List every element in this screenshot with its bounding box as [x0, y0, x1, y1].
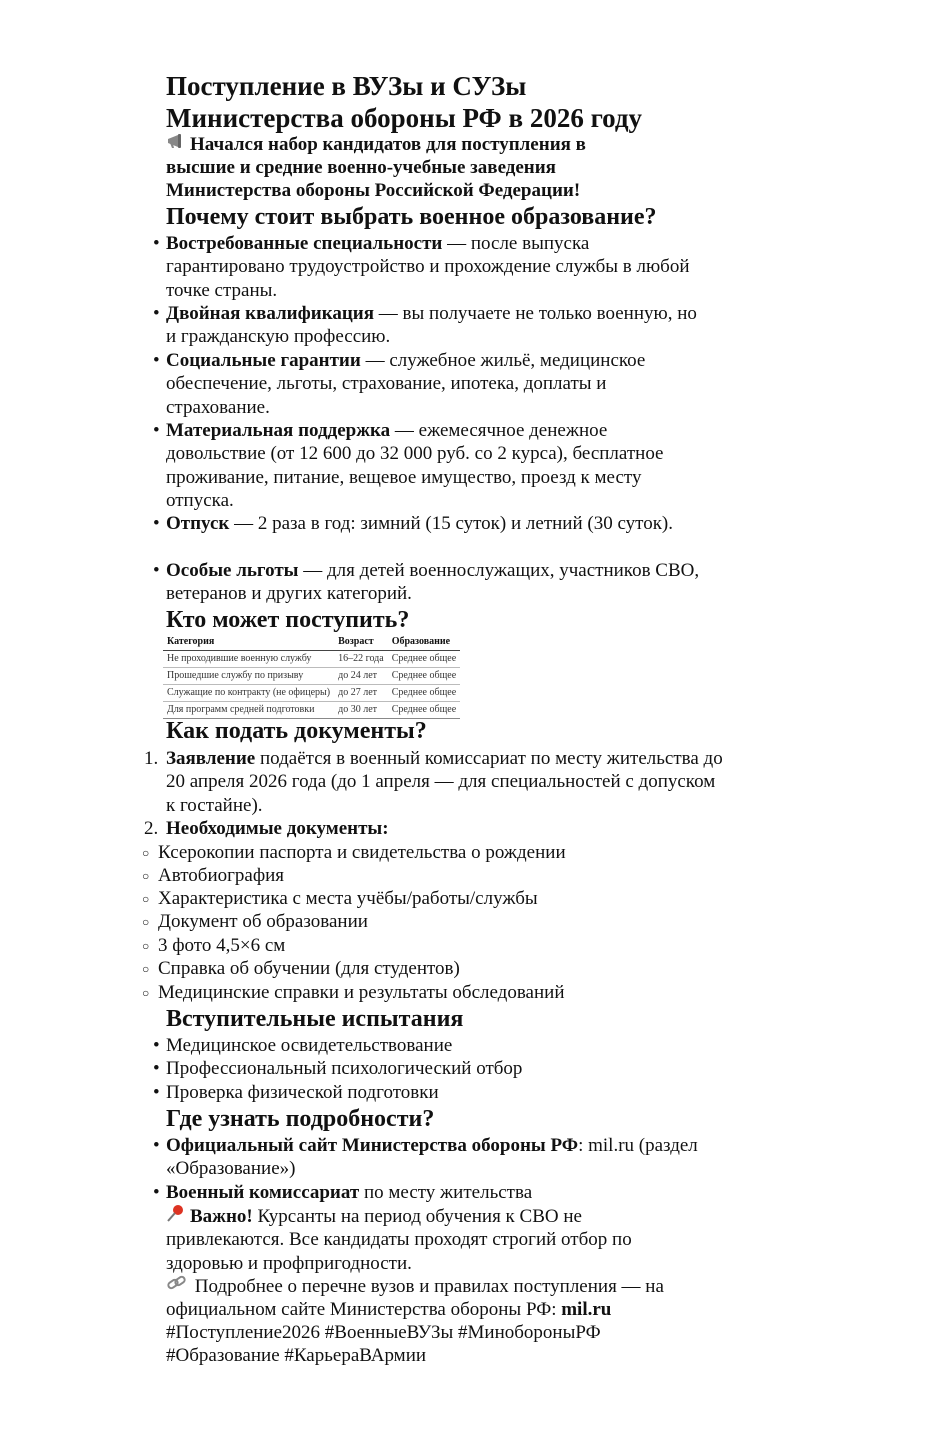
step-2-bold: Необходимые документы: — [166, 818, 389, 839]
exam-item: • Проверка физической подготовки — [153, 1082, 439, 1103]
step-number: 2. — [144, 818, 159, 839]
why-item-5-text: — 2 раза в год: зимний (15 суток) и летний (30 суток). — [229, 513, 674, 534]
info-item-1-bold: Официальный сайт Министерства обороны РФ — [166, 1135, 579, 1156]
why-heading: Почему стоит выбрать военное образование? — [166, 204, 657, 230]
table-cell: Среднее общее — [388, 668, 460, 685]
why-item-3-text: — служебное жильё, медицинское обеспечение, льготы, страхование, ипотека, доплаты и страхование. — [166, 350, 646, 418]
doc-item-text: Автобиография — [158, 865, 285, 886]
why-item-5-bold: Отпуск — [166, 513, 230, 534]
how-heading: Как подать документы? — [166, 718, 427, 744]
why-item-6-bold: Особые льготы — [166, 560, 299, 581]
table-header-age: Возраст — [334, 634, 388, 651]
doc-item-text: 3 фото 4,5×6 см — [158, 935, 286, 956]
table-cell: Не проходившие военную службу — [163, 651, 334, 668]
doc-item-text: Документ об образовании — [158, 911, 368, 932]
how-step-2 — [144, 817, 726, 840]
who-heading: Кто может поступить? — [166, 607, 410, 633]
eligibility-table — [163, 634, 460, 719]
exam-item-text: Проверка физической подготовки — [166, 1082, 439, 1103]
doc-item-text: Ксерокопии паспорта и свидетельства о рождении — [158, 842, 566, 863]
more-info — [166, 1274, 676, 1322]
table-cell: Среднее общее — [388, 651, 460, 668]
doc-item: ○ Справка об обучении (для студентов) — [142, 958, 460, 979]
doc-item-text: Справка об обучении (для студентов) — [158, 958, 460, 979]
lead-text: Начался набор кандидатов для поступления в высшие и средние военно-учебные заведения Министерства обороны Российской Федерации! — [166, 134, 586, 201]
pushpin-icon — [166, 1204, 190, 1228]
doc-item-text: Медицинские справки и результаты обследований — [158, 982, 565, 1003]
doc-item-text: Характеристика с места учёбы/работы/службы — [158, 888, 538, 909]
table-header-education: Образование — [388, 634, 460, 651]
info-item-1: • Официальный сайт Министерства обороны РФ: mil.ru (раздел «Образование») — [153, 1135, 698, 1180]
step-number: 1. — [144, 748, 159, 769]
table-cell: до 24 лет — [334, 668, 388, 685]
why-item-3: • Социальные гарантии — служебное жильё, медицинское обеспечение, льготы, страхование, ипотека, доплаты и страхование. — [153, 350, 646, 418]
doc-item: ○ Документ об образовании — [142, 911, 368, 932]
why-item-1-text: — после выпуска гарантировано трудоустройство и прохождение службы в любой точке страны. — [166, 233, 690, 301]
why-item-4: • Материальная поддержка — ежемесячное денежное довольствие (от 12 600 до 32 000 руб. со 2 курса), бесплатное проживание, питание, вещевое имущество, проезд к месту отпуска. — [153, 420, 664, 511]
important-note — [166, 1204, 666, 1275]
table-header-row — [163, 634, 460, 651]
hashtags: #Поступление2026 #ВоенныеВУЗы #МинобороныРФ #Образование #КарьераВАрмии — [166, 1322, 601, 1367]
doc-item: ○ Автобиография — [142, 865, 285, 886]
why-item-3-bold: Социальные гарантии — [166, 350, 361, 371]
table-cell: 16–22 года — [334, 651, 388, 668]
info-item-2-text: по месту жительства — [359, 1182, 533, 1203]
table-cell: Прошедшие службу по призыву — [163, 668, 334, 685]
document-title — [166, 70, 726, 134]
info-item-2: • Военный комиссариат по месту жительства — [153, 1182, 533, 1203]
why-item-2-bold: Двойная квалификация — [166, 303, 375, 324]
doc-item: ○ Ксерокопии паспорта и свидетельства о рождении — [142, 842, 566, 863]
mil-ru-link[interactable]: mil.ru — [561, 1299, 612, 1321]
exam-item-text: Медицинское освидетельствование — [166, 1035, 453, 1056]
important-text: Курсанты на период обучения к СВО не привлекаются. Все кандидаты проходят строгий отбор по здоровью и профпригодности. — [166, 1206, 632, 1274]
doc-item: ○ 3 фото 4,5×6 см — [142, 935, 286, 956]
megaphone-icon — [166, 132, 190, 156]
table-row — [163, 651, 460, 668]
exams-heading: Вступительные испытания — [166, 1006, 464, 1032]
why-item-5: • Отпуск — 2 раза в год: зимний (15 суток) и летний (30 суток). — [153, 513, 674, 534]
table-row — [163, 668, 460, 685]
why-item-4-text: — ежемесячное денежное довольствие (от 12 600 до 32 000 руб. со 2 курса), бесплатное проживание, питание, вещевое имущество, проезд к месту отпуска. — [166, 420, 664, 511]
table-cell: до 30 лет — [334, 702, 388, 719]
why-item-4-bold: Материальная поддержка — [166, 420, 391, 441]
table-cell: Среднее общее — [388, 702, 460, 719]
important-bold: Важно! — [190, 1206, 253, 1227]
why-item-6-text: — для детей военнослужащих, участников СВО, ветеранов и других категорий. — [166, 560, 700, 605]
more-text: Подробнее о перечне вузов и правилах поступления — на официальном сайте Министерства обороны РФ: — [166, 1276, 664, 1321]
why-item-1: • Востребованные специальности — после выпуска гарантировано трудоустройство и прохождение службы в любой точке страны. — [153, 233, 690, 301]
info-heading: Где узнать подробности? — [166, 1106, 435, 1132]
table-header-category: Категория — [163, 634, 334, 651]
why-item-2: • Двойная квалификация — вы получаете не только военную, но и гражданскую профессию. — [153, 303, 697, 348]
why-item-2-text: — вы получаете не только военную, но и гражданскую профессию. — [166, 303, 697, 348]
doc-item: ○ Характеристика с места учёбы/работы/службы — [142, 888, 538, 909]
table-cell: Для программ средней подготовки — [163, 702, 334, 719]
doc-item: ○ Медицинские справки и результаты обследований — [142, 982, 565, 1003]
step-1-bold: Заявление — [166, 748, 256, 769]
table-cell: до 27 лет — [334, 685, 388, 702]
table-cell: Среднее общее — [388, 685, 460, 702]
exam-item: • Профессиональный психологический отбор — [153, 1058, 523, 1079]
title-line-1: Поступление в ВУЗы и СУЗы — [166, 71, 527, 101]
info-item-2-bold: Военный комиссариат — [166, 1182, 360, 1203]
exam-item-text: Профессиональный психологический отбор — [166, 1058, 523, 1079]
why-item-6: • Особые льготы — для детей военнослужащих, участников СВО, ветеранов и других категорий. — [153, 560, 700, 605]
why-item-1-bold: Востребованные специальности — [166, 233, 443, 254]
exam-item: • Медицинское освидетельствование — [153, 1035, 453, 1056]
info-item-1-text: : mil.ru (раздел «Образование») — [166, 1135, 698, 1180]
how-step-1 — [144, 747, 726, 817]
lead-paragraph — [166, 132, 646, 202]
link-icon — [166, 1274, 190, 1298]
step-1-text: подаётся в военный комиссариат по месту жительства до 20 апреля 2026 года (до 1 апреля — для специальностей с допуском к гостайне). — [166, 748, 723, 816]
title-line-2: Министерства обороны РФ в 2026 году — [166, 103, 643, 133]
table-row — [163, 685, 460, 702]
table-cell: Служащие по контракту (не офицеры) — [163, 685, 334, 702]
